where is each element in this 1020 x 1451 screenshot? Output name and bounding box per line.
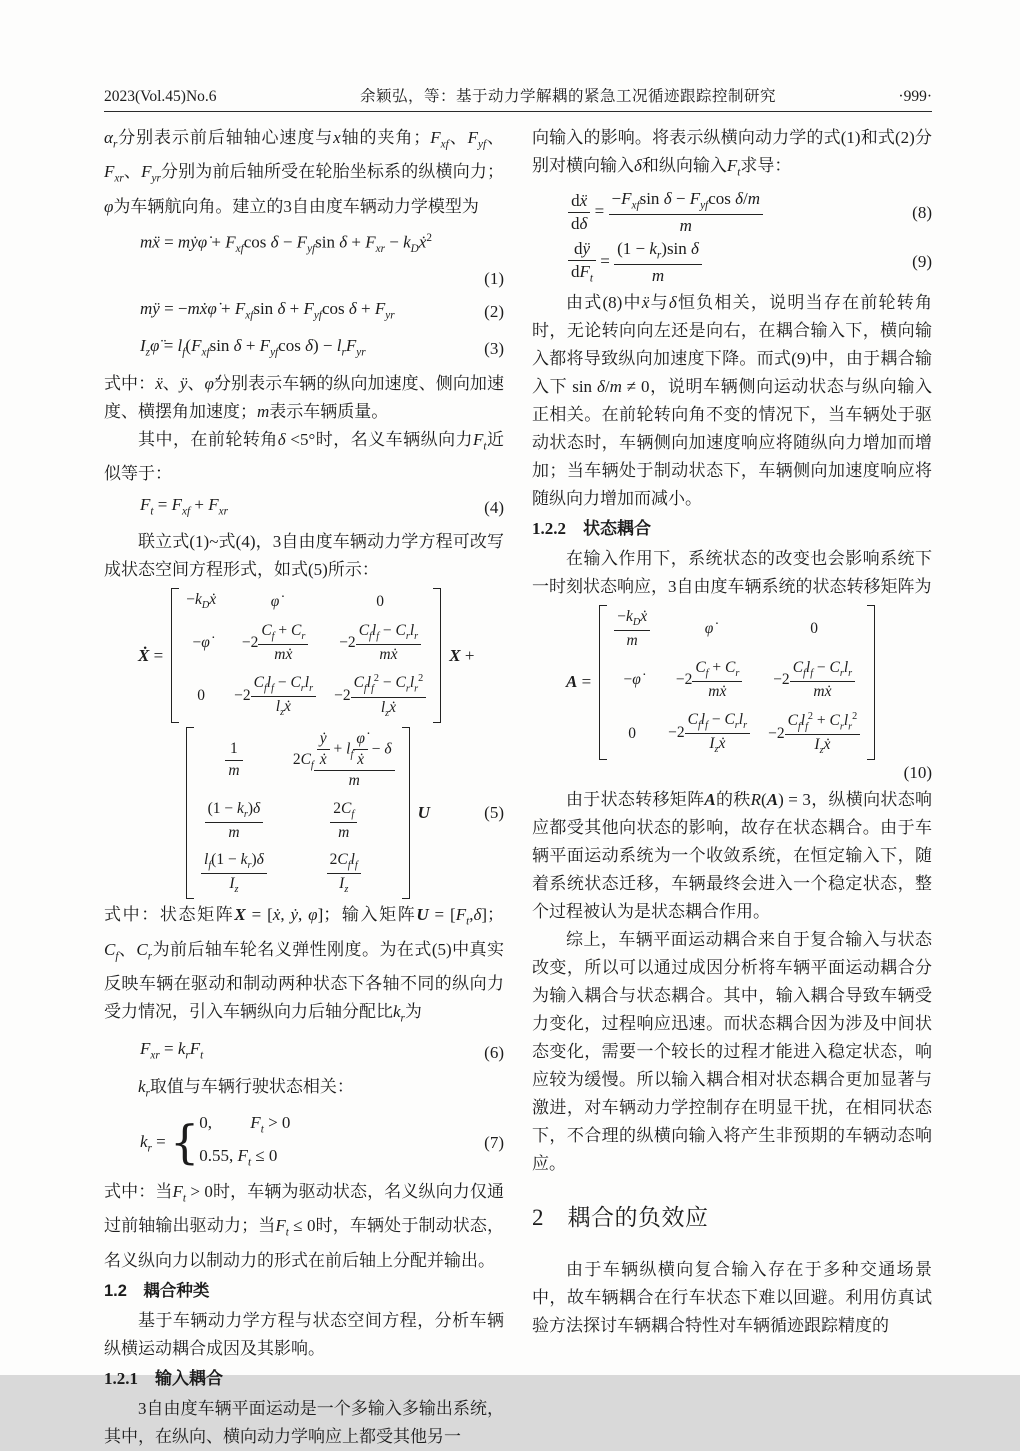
matrix-cell: 0 (376, 592, 385, 610)
equation-3 (104, 332, 504, 366)
matrix-cell: −2 $C_fl_f - C_rl_r$ $I_zẋ$ (668, 711, 750, 756)
right-bracket (867, 605, 875, 760)
header-rule (104, 111, 932, 112)
paragraph-symbols-intro: $\alpha_r$分别表示前后轴轴心速度与x轴的夹角；$F_{xf}$、$F_{yf}$、$F_{xr}$、$F_{yr}$分别为前后轴所受在轮胎坐标系的纵横向力；φ为车辆航向角。建立的3自由度车辆动力学模型为 (104, 128, 505, 216)
matrix-cell: $\frac{(1 - k_r)\delta}{m}$ (205, 800, 264, 842)
section-heading-1-2-2: 1.2.2 状态耦合 (532, 518, 651, 538)
journal-volume-info: 2023(Vol.45)No.6 (104, 88, 217, 105)
matrix-cell: $\frac{1}{m}$ (225, 740, 242, 780)
paragraph-kr-intro: $k_r$取值与车辆行驶状态相关： (138, 1076, 354, 1100)
equation-5-mid: X + (449, 645, 475, 665)
equation-3-body: $I_z\varphï = l_f(F_{xf}\sin$ $\delta + F_{yf}\cos$ $\delta) - l_rF_{yr}$ (140, 336, 366, 359)
paragraph-coupling-summary: 综上，车辆平面运动耦合来自于复合输入与状态改变，所以可以通过成因分析将车辆平面运动耦合分为输入耦合与状态耦合。其中，输入耦合导致车辆受力变化，过程响应迅速。而状态耦合因为涉及中间状态变化，需要一个较长的过程才能进入稳定状态，响应较为缓慢。所以输入耦合相对状态耦合更加显著与激进，对车辆动力学控制存在明显干扰，在相同状态下，不合理的纵横向输入将产生非预期的车辆动态响应。 (532, 930, 932, 1174)
matrix-cell: $-k_Dẋ$ m (614, 608, 650, 650)
left-bracket (599, 605, 607, 760)
equation-5-row-A (104, 588, 504, 722)
equation-8 (532, 189, 932, 236)
paragraph-rank-analysis: 由于状态转移矩阵A的秩R(A) = 3，纵横向状态响应都受其他向状态的影响，故存在状态耦合。由于车辆平面运动系统为一个收敛系统，在恒定输入下，随着系统状态迁移，车辆最终会进入一个稳定状态，整个过程被认为是状态耦合作用。 (532, 790, 933, 922)
equation-6 (104, 1035, 504, 1069)
equation-1-body: mẍ = mẏφ̇ + $F_{xf}\cos$ $\delta - F_{yf}\sin$ $\delta + F_{xr}$ − $k_Dẋ^2$ (140, 231, 432, 255)
left-bracket (171, 588, 179, 722)
paragraph-drive-brake: 式中：当$F_t > 0$时，车辆为驱动状态，名义纵向力仅通过前轴输出驱动力；当$F_t \le 0$时，车辆处于制动状态，名义纵向力以制动力的形式在前后轴上分配并输出。 (104, 1182, 505, 1270)
right-bracket (402, 727, 410, 900)
matrix-cell: $\frac{l_f(1 - k_r)\delta}{I_z}$ (201, 851, 267, 896)
matrix-cell: −2 $C_fl_f - C_rl_r$ mẋ (339, 622, 421, 664)
matrix-cell: 0 (810, 619, 819, 637)
matrix-cell: φ̇ (270, 592, 280, 610)
matrix-cell: $2C_fl_f$ $I_z$ (327, 851, 361, 896)
section-heading-1-2: 1.2 耦合种类 (104, 1281, 210, 1300)
equation-2-body: mÿ = −mẋφ̇ + $F_{xf}\sin$ $\delta + F_{yf}\cos$ $\delta + F_{yr}$ (140, 298, 395, 322)
equation-2 (104, 295, 504, 329)
column-right (532, 124, 932, 1370)
matrix-cell: −2 $C_fl_f - C_rl_r$ $l_zẋ$ (234, 674, 316, 719)
paragraph-negative-effect-intro: 由于车辆纵横向复合输入存在于多种交通场景中，故车辆耦合在行车状态下难以回避。利用仿真试验方法探讨车辆耦合特性对车辆循迹跟踪精度的 (532, 1260, 932, 1336)
matrix-cell: $2C_f$ $\frac{ẏ}{ẋ}$ + $l_f$ $\frac{\varphi̇}{ẋ}$ − δ m (293, 730, 395, 791)
transition-matrix-A (599, 605, 875, 760)
matrix-cell: $-k_Dẋ$ (186, 591, 217, 612)
matrix-cell: $\frac{2C_f}{m}$ (330, 800, 357, 842)
paragraph-coupling-types: 基于车辆动力学方程与状态空间方程，分析车辆纵横运动耦合成因及其影响。 (104, 1310, 504, 1358)
matrix-cell: −φ̇ (192, 633, 210, 651)
paragraph-state-coupling-intro: 在输入作用下，系统状态的改变也会影响系统下一时刻状态响应，3自由度车辆系统的状态转移矩阵为 (532, 548, 932, 596)
page-number: ·999· (898, 88, 932, 105)
matrix-cell: −2 $\frac{C_f + C_r}{mẋ}$ (676, 659, 743, 701)
equation-number: (7) (484, 1132, 504, 1152)
page-header (104, 84, 932, 106)
column-left (104, 124, 505, 1446)
paragraph-state-space-intro: 联立式(1)~式(4)，3自由度车辆动力学方程可改写成状态空间方程形式，如式(5)所示： (104, 532, 504, 580)
paragraph-input-coupling: 3自由度车辆平面运动是一个多输入多输出系统，其中，在纵向、横向动力学响应上都受其他另一 (104, 1398, 504, 1446)
equation-number: (5) (484, 802, 504, 822)
equation-number: (1) (484, 268, 504, 288)
equation-1 (104, 224, 504, 263)
matrix-cell: 0 (197, 687, 206, 705)
equation-number: (8) (912, 202, 932, 222)
matrix-cell: −2 $C_fl_f^2 - C_rl_r^2$ $l_zẋ$ (334, 673, 426, 719)
matrix-cell: −2 $C_fl_f - C_rl_r$ mẋ (773, 659, 855, 701)
matrix-cell: 0 (628, 724, 637, 742)
paragraph-matrix-notes: 式中：状态矩阵X = [ẋ, ẏ, φ̇]；输入矩阵$U = [F_t,\delta]$；$C_f$、$C_r$为前后轴车轮名义弹性刚度。为在式(5)中真实反映车辆在驱动和制动两种状态下各轴不同的纵向力受力情况，引入车辆纵向力后轴分配比$k_r$为 (104, 905, 505, 1025)
cases-body (199, 1110, 290, 1175)
state-matrix-A (171, 588, 441, 722)
equation-number: (9) (912, 252, 932, 272)
equation-6-body: $F_{xr} = k_rF_t$ (140, 1039, 204, 1062)
cases-brace: { (170, 1115, 200, 1170)
section-heading-2: 2 耦合的负效应 (532, 1205, 709, 1231)
equation-number: (6) (484, 1042, 504, 1062)
case-1: 0, $F_t > 0$ (199, 1113, 291, 1136)
equation-7-lhs: $k_r$ = (140, 1131, 171, 1154)
equation-5 (104, 588, 504, 899)
paragraph-front-angle: 其中，在前轮转角δ <5°时，名义车辆纵向力$F_t$近似等于： (104, 429, 505, 483)
equation-9 (532, 239, 932, 286)
input-matrix-B (186, 727, 410, 900)
matrix-cell: −2 $\frac{C_f + C_r}{mẋ}$ (242, 622, 309, 664)
paragraph-eq-notes: 式中：ẍ、ÿ、φ̈分别表示车辆的纵向加速度、侧向加速度、横摆角加速度；m表示车辆质量。 (104, 373, 504, 421)
equation-10-lhs: A = (566, 672, 592, 692)
equation-1-number-line (104, 266, 504, 292)
equation-10-number-line (532, 760, 932, 786)
equation-number: (2) (484, 302, 504, 322)
equation-5-lhs: Ẋ = (138, 645, 164, 665)
left-bracket (186, 727, 194, 900)
right-bracket (433, 588, 441, 722)
equation-number: (10) (903, 763, 932, 783)
matrix-cell: −φ̇ (623, 671, 641, 689)
paragraph-derivation-intro: 向输入的影响。将表示纵横向动力学的式(1)和式(2)分别对横向输入δ和纵向输入$F_t$求导： (532, 128, 932, 179)
equation-5-row-B (104, 727, 504, 900)
case-2: 0.55, $F_t \le 0$ (199, 1145, 278, 1168)
equation-8-body: $\frac{dẍ}{d\delta}$ = $-F_{xf}\sin$ $\delta - F_{yf}\cos$ δ/m m (532, 189, 763, 236)
matrix-cell: φ̇ (704, 619, 714, 637)
equation-5-U: U (417, 802, 430, 822)
two-column-body (104, 124, 933, 1446)
equation-4-body: $F_t = F_{xf} + F_{xr}$ (140, 495, 228, 518)
equation-9-body: dÿ $dF_t$ = $\frac{(1 - k_r)\sin \delta}{m}$ (532, 239, 702, 286)
equation-number: (3) (484, 339, 504, 359)
matrix-cell: −2 $C_fl_f^2 + C_rl_r^2$ $I_zẋ$ (768, 711, 860, 757)
section-heading-1-2-1: 1.2.1 输入耦合 (104, 1368, 223, 1388)
paragraph-eq89-analysis: 由式(8)中ẍ与δ恒负相关，说明当存在前轮转角时，无论转向向左还是向右，在耦合输入下，横向输入都将导致纵向加速度下降。而式(9)中，由于耦合输入下 sin δ/m ≠ 0，说明车辆侧向运动状态与纵向输入正相关。在前轮转向角不变的情况下，当车辆处于驱动状态时，车辆侧向加速度响应将随纵向力增加而增加；当车辆处于制动状态下，车辆侧向加速度响应将随纵向力增加而减小。 (532, 292, 933, 508)
equation-10 (532, 605, 932, 786)
equation-7 (104, 1110, 504, 1175)
equation-4 (104, 491, 504, 525)
equation-7-body (104, 1110, 290, 1175)
equation-10-row (532, 605, 932, 760)
running-title: 余颖弘，等：基于动力学解耦的紧急工况循迹跟踪控制研究 (359, 88, 776, 105)
equation-number: (4) (484, 498, 504, 518)
